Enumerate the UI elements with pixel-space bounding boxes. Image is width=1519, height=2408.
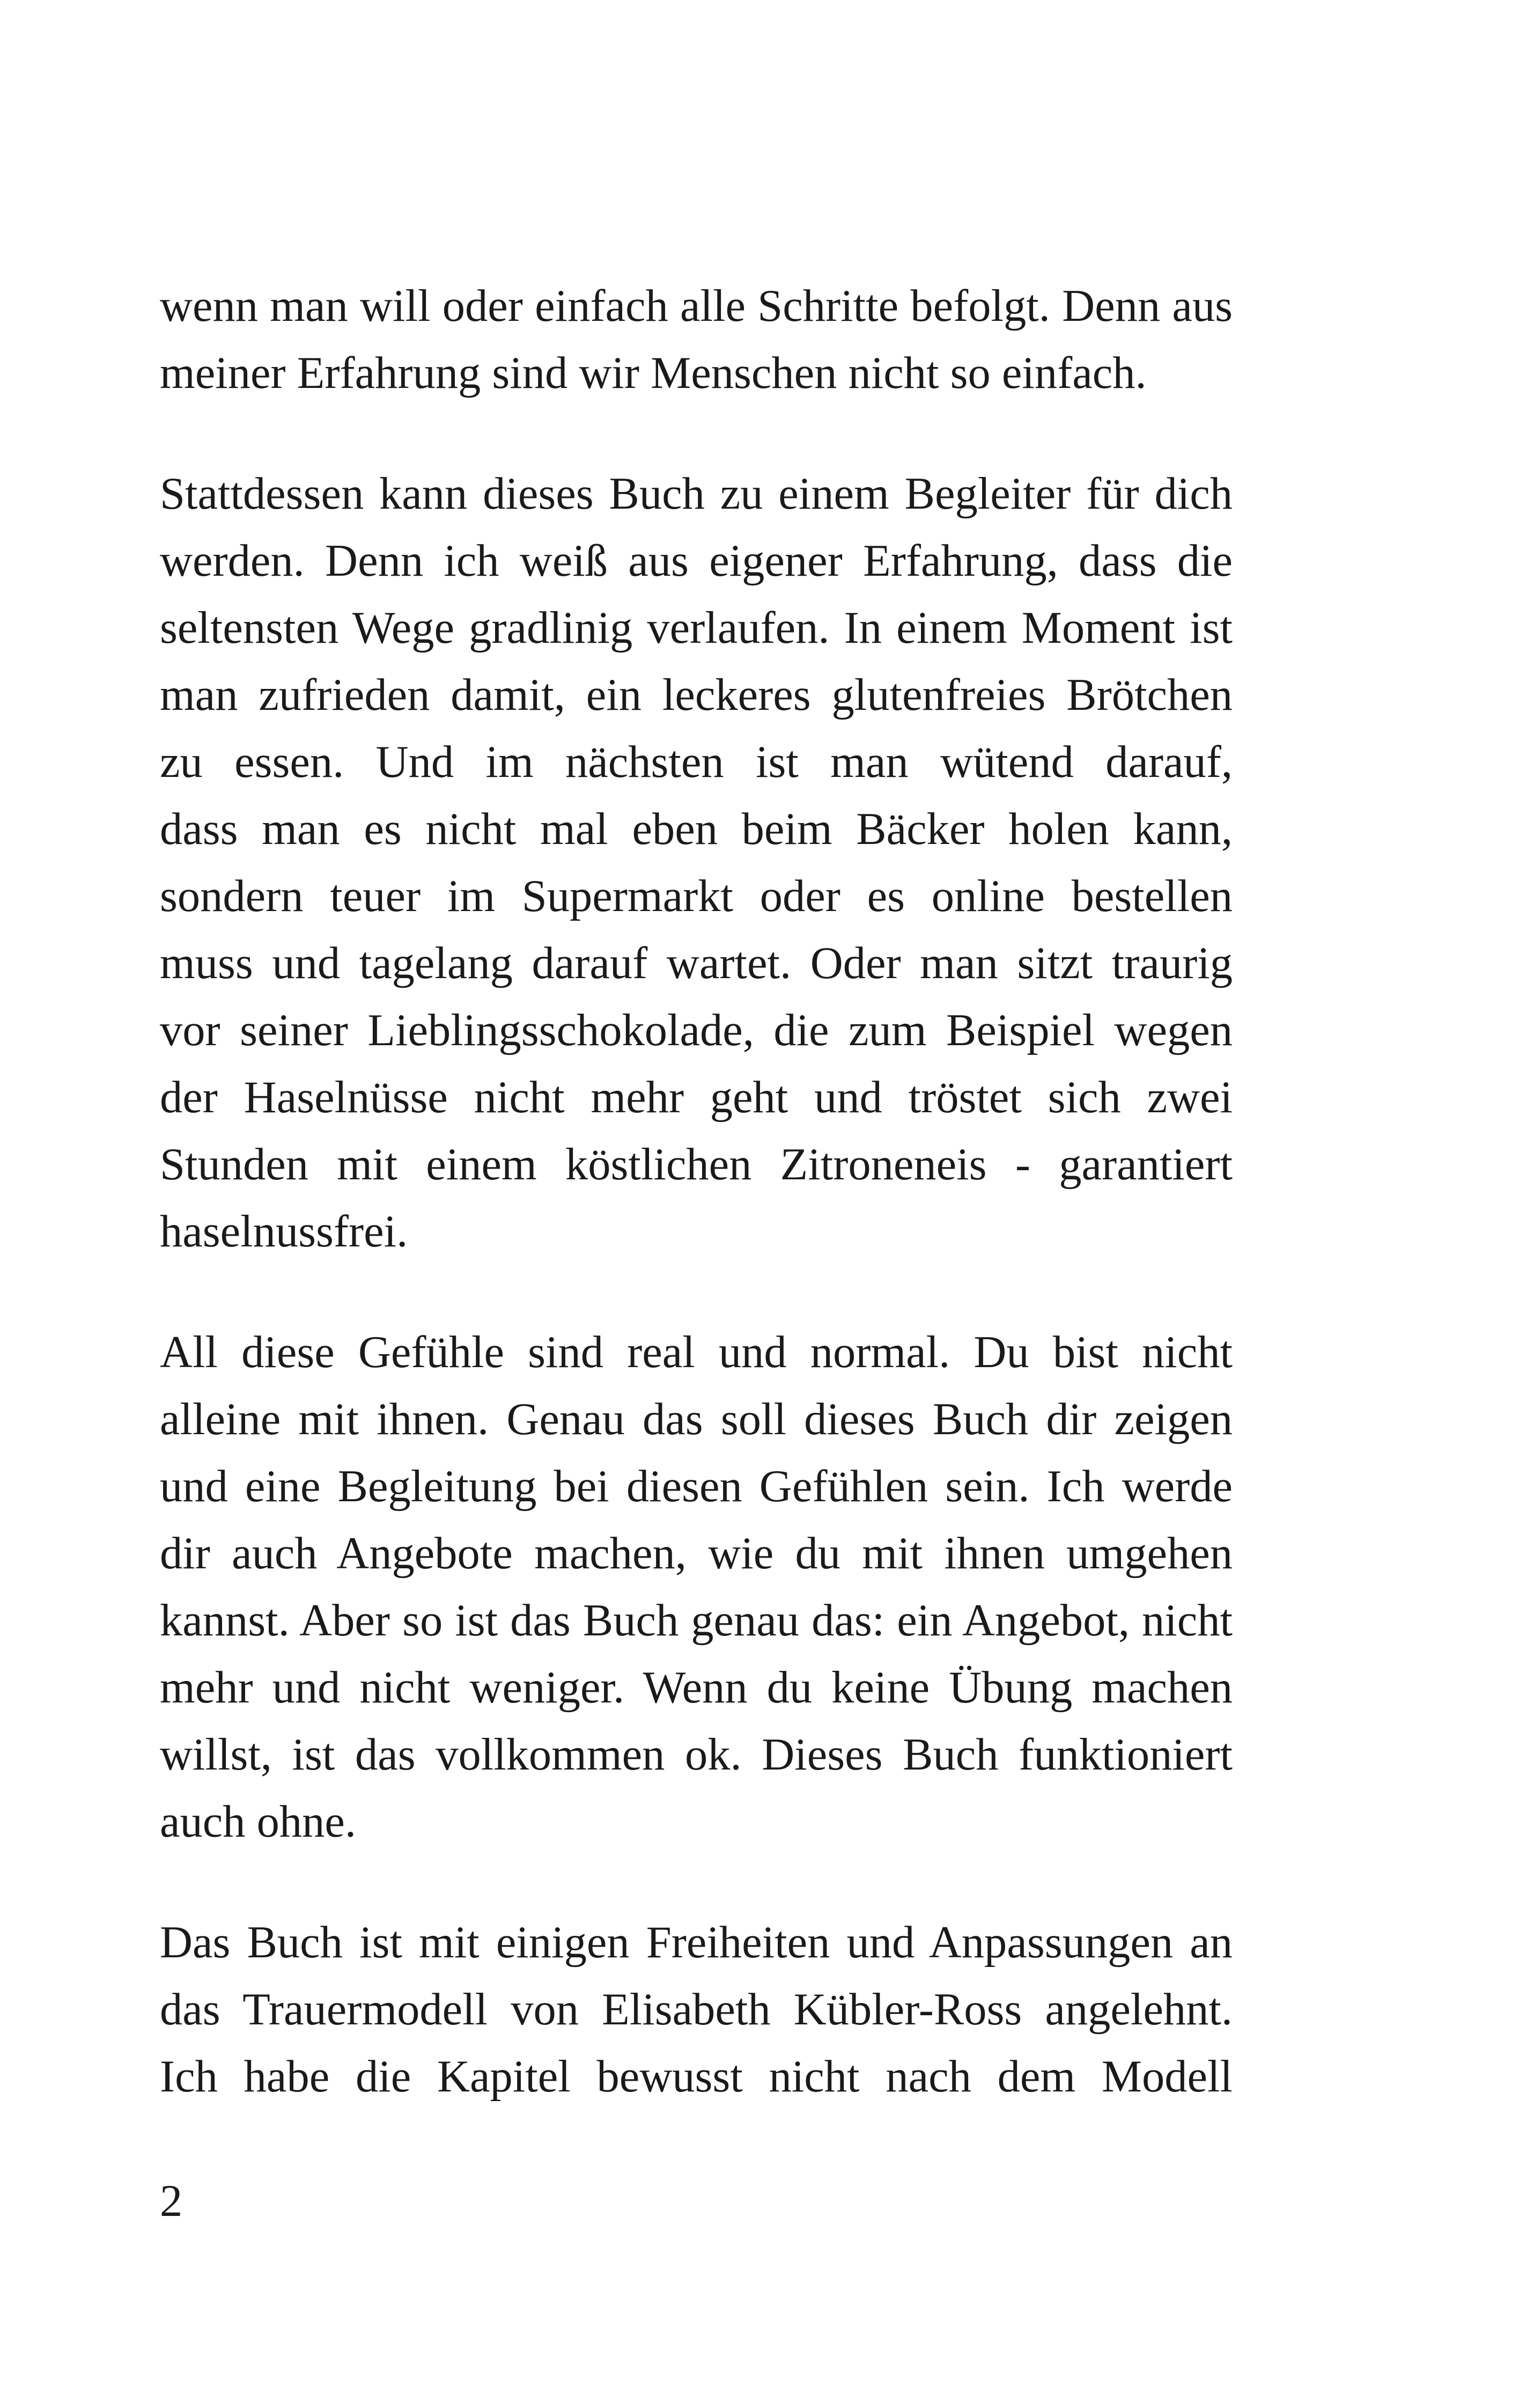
page-number: 2 xyxy=(160,2176,183,2226)
text-line: Das Buch ist mit einigen Freiheiten und Anpassungen an xyxy=(160,1918,1233,1967)
text-line: meiner Erfahrung sind wir Menschen nicht so einfach. xyxy=(160,348,1147,398)
text-line: zu essen. Und im nächsten ist man wütend darauf, xyxy=(160,737,1233,787)
text-line: dir auch Angebote machen, wie du mit ihnen umgehen xyxy=(160,1529,1233,1579)
text-line: das Trauermodell von Elisabeth Kübler-Ross angelehnt. xyxy=(160,1985,1233,2035)
text-line: kannst. Aber so ist das Buch genau das: ein Angebot, nicht xyxy=(160,1596,1233,1646)
text-line: wenn man will oder einfach alle Schritte befolgt. Denn aus xyxy=(160,281,1233,331)
paragraph-gap xyxy=(160,407,1233,460)
text-line: man zufrieden damit, ein leckeres glutenfreies Brötchen xyxy=(160,670,1233,720)
text-line: vor seiner Lieblingsschokolade, die zum Beispiel wegen xyxy=(160,1005,1233,1055)
paragraph-gap xyxy=(160,1265,1233,1319)
text-line: mehr und nicht weniger. Wenn du keine Übung machen xyxy=(160,1663,1233,1713)
text-line: All diese Gefühle sind real und normal. Du bist nicht xyxy=(160,1327,1233,1377)
paragraph-gap xyxy=(160,1855,1233,1909)
text-line: Ich habe die Kapitel bewusst nicht nach dem Modell xyxy=(160,2052,1233,2102)
text-line: dass man es nicht mal eben beim Bäcker holen kann, xyxy=(160,804,1233,854)
text-line: alleine mit ihnen. Genau das soll dieses Buch dir zeigen xyxy=(160,1394,1233,1444)
text-line: Stunden mit einem köstlichen Zitroneneis - garantiert xyxy=(160,1140,1233,1190)
text-line: auch ohne. xyxy=(160,1797,357,1847)
text-line: muss und tagelang darauf wartet. Oder man sitzt traurig xyxy=(160,938,1233,988)
text-line: seltensten Wege gradlinig verlaufen. In einem Moment ist xyxy=(160,603,1233,653)
text-line: und eine Begleitung bei diesen Gefühlen sein. Ich werde xyxy=(160,1462,1233,1511)
text-line: willst, ist das vollkommen ok. Dieses Buch funktioniert xyxy=(160,1730,1233,1780)
text-line: Stattdessen kann dieses Buch zu einem Begleiter für dich xyxy=(160,469,1233,519)
text-line: der Haselnüsse nicht mehr geht und tröstet sich zwei xyxy=(160,1073,1233,1122)
body-text xyxy=(160,273,1233,2110)
text-line: sondern teuer im Supermarkt oder es online bestellen xyxy=(160,871,1233,921)
text-line: werden. Denn ich weiß aus eigener Erfahrung, dass die xyxy=(160,536,1233,586)
text-line: haselnussfrei. xyxy=(160,1207,408,1257)
